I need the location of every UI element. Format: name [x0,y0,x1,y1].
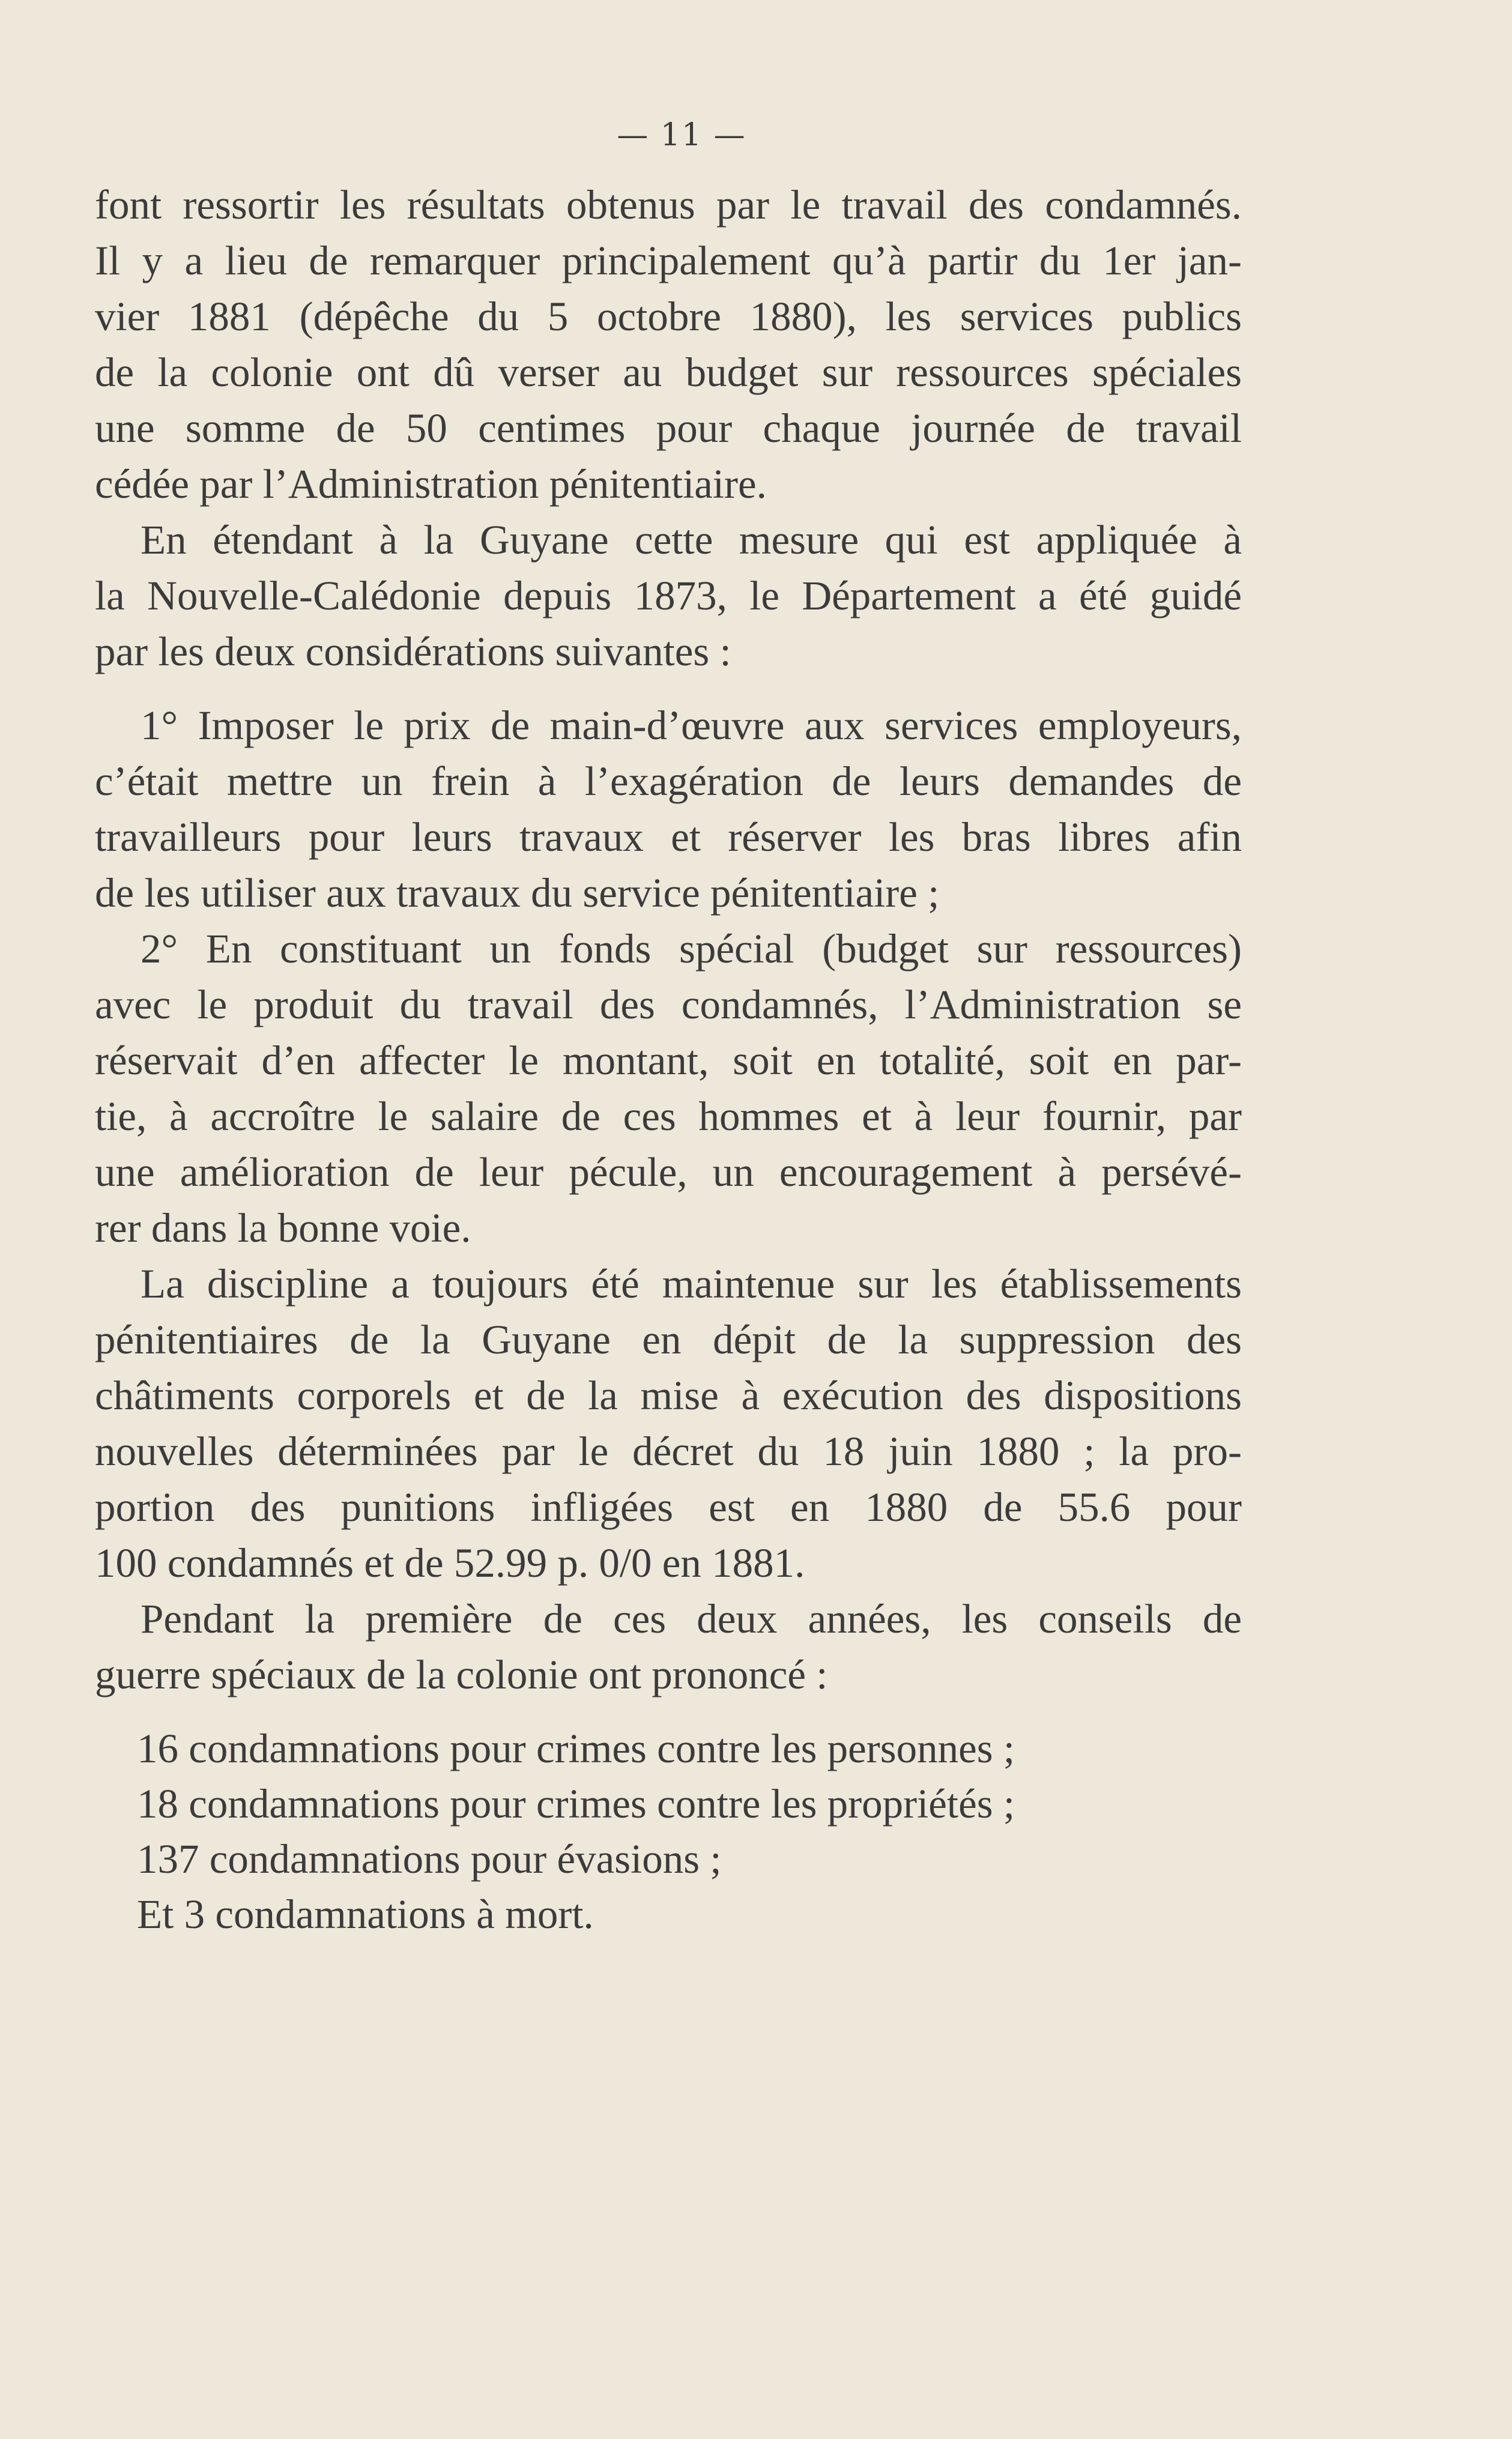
text-line: une amélioration de leur pécule, un encouragement à persévé- [95,1149,1242,1195]
spacer [95,680,1242,698]
paragraph-2 [95,512,1242,680]
text-line: Pendant la première de ces deux années, les conseils de [141,1596,1242,1642]
text-line: Il y a lieu de remarquer principalement qu’à partir du 1er jan- [95,238,1242,283]
text-line: par les deux considérations suivantes : [95,629,731,674]
text-line: 100 condamnés et de 52.99 p. 0/0 en 1881. [95,1540,805,1586]
paragraph-1 [95,177,1242,512]
list-item: 18 condamnations pour crimes contre les propriétés ; [137,1781,1015,1827]
text-line: vier 1881 (dépêche du 5 octobre 1880), les services publics [95,294,1242,339]
text-line: travailleurs pour leurs travaux et réserver les bras libres afin [95,814,1242,860]
text-line: de les utiliser aux travaux du service pénitentiaire ; [95,870,940,916]
spacer [95,1703,1242,1721]
text-line: La discipline a toujours été maintenue sur les établissements [141,1261,1242,1307]
paragraph-3 [95,698,1242,921]
text-line: nouvelles déterminées par le décret du 18 juin 1880 ; la pro- [95,1428,1242,1474]
page-number: — 11 — [617,117,746,153]
text-line: guerre spéciaux de la colonie ont prononcé : [95,1652,828,1697]
text-line: la Nouvelle-Calédonie depuis 1873, le Département a été guidé [95,573,1242,618]
paragraph-5 [95,1256,1242,1591]
text-line: réservait d’en affecter le montant, soit en totalité, soit en par- [95,1038,1242,1083]
condemnation-list [95,1721,1242,1942]
list-item: 137 condamnations pour évasions ; [137,1836,722,1882]
text-line: portion des punitions infligées est en 1880 de 55.6 pour [95,1484,1242,1530]
text-line: pénitentiaires de la Guyane en dépit de la suppression des [95,1317,1242,1362]
body-text [95,177,1242,1942]
text-line: châtiments corporels et de la mise à exécution des dispositions [95,1373,1242,1418]
text-line: avec le produit du travail des condamnés, l’Administration se [95,982,1242,1027]
text-line: font ressortir les résultats obtenus par le travail des condamnés. [95,182,1242,228]
paragraph-4 [95,921,1242,1256]
text-line: rer dans la bonne voie. [95,1205,471,1251]
text-line: cédée par l’Administration pénitentiaire. [95,461,767,507]
text-line: En étendant à la Guyane cette mesure qui est appliquée à [141,517,1242,563]
text-line: 1° Imposer le prix de main-d’œuvre aux services employeurs, [141,703,1242,748]
text-line: de la colonie ont dû verser au budget sur ressources spéciales [95,349,1242,395]
list-item: 16 condamnations pour crimes contre les personnes ; [137,1726,1015,1771]
paragraph-6 [95,1591,1242,1703]
text-line: une somme de 50 centimes pour chaque journée de travail [95,405,1242,451]
text-line: tie, à accroître le salaire de ces hommes et à leur fournir, par [95,1093,1242,1139]
text-line: 2° En constituant un fonds spécial (budget sur ressources) [141,926,1242,972]
text-line: c’était mettre un frein à l’exagération de leurs demandes de [95,758,1242,804]
list-item: Et 3 condamnations à mort. [137,1891,594,1937]
